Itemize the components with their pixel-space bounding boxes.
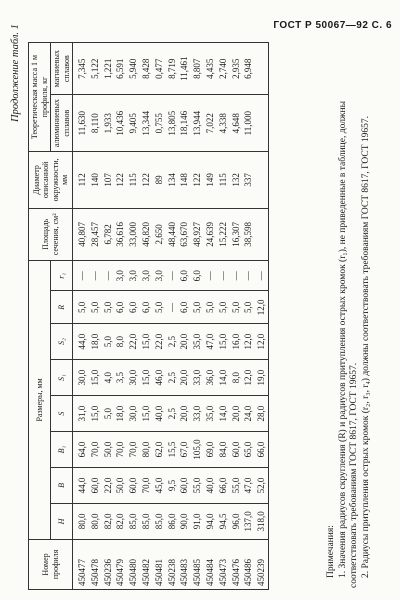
cell-b: 66,0 [217, 467, 230, 503]
cell-r1: 3,0 [153, 260, 166, 291]
cell-r: — [166, 291, 179, 324]
cell-b1: 80,0 [140, 432, 153, 468]
cell-s2: 20,0 [178, 324, 191, 360]
cell-d: 149 [204, 152, 217, 209]
cell-r1: 3,0 [114, 260, 127, 291]
cell-s: 33,0 [191, 396, 204, 432]
cell-r1: — [242, 260, 255, 291]
cell-al: 11,630 [73, 95, 89, 152]
cell-r: 5,0 [102, 291, 115, 324]
cell-mg: 8,719 [166, 43, 179, 95]
cell-h: 86,0 [166, 503, 179, 539]
cell-b1: 66,0 [255, 432, 268, 468]
cell-area: 28,457 [89, 208, 102, 260]
cell-s1: 12,0 [242, 360, 255, 396]
cell-s: 15,0 [89, 396, 102, 432]
cell-s2: 15,0 [140, 324, 153, 360]
cell-s1: 15,0 [89, 360, 102, 396]
cell-b: 60,0 [127, 467, 140, 503]
cell-h: 82,0 [114, 503, 127, 539]
cell-r1: — [73, 260, 89, 291]
cell-r: 5,0 [242, 291, 255, 324]
col-b-header: B [51, 467, 73, 503]
profiles-table [28, 42, 269, 590]
cell-s: 2,5 [166, 396, 179, 432]
cell-b: 55,0 [191, 467, 204, 503]
cell-s: 5,0 [102, 396, 115, 432]
cell-s: 31,0 [73, 396, 89, 432]
cell-s2: 8,0 [114, 324, 127, 360]
cell-mg: 5,940 [127, 43, 140, 95]
cell-d: 122 [191, 152, 204, 209]
cell-b: 44,0 [73, 467, 89, 503]
cell-mg: 1,221 [102, 43, 115, 95]
cell-r: 5,0 [89, 291, 102, 324]
cell-s2: 5,0 [102, 324, 115, 360]
table-row [127, 43, 140, 590]
cell-n: 450239 [255, 539, 268, 589]
cell-n: 450478 [89, 539, 102, 589]
cell-h: 85,0 [140, 503, 153, 539]
cell-b: 60,0 [89, 467, 102, 503]
cell-b: 45,0 [153, 467, 166, 503]
cell-n: 450481 [153, 539, 166, 589]
cell-r: 5,0 [191, 291, 204, 324]
table-row [89, 43, 102, 590]
cell-b1: 50,0 [102, 432, 115, 468]
cell-d: 107 [102, 152, 115, 209]
cell-al: 9,405 [127, 95, 140, 152]
cell-r: 6,0 [114, 291, 127, 324]
cell-mg: 6,948 [242, 43, 255, 95]
cell-r: 6,0 [127, 291, 140, 324]
cell-al: 10,436 [114, 95, 127, 152]
cell-s: 20,0 [230, 396, 243, 432]
page-header: ГОСТ Р 50067—92 С. 6 [273, 20, 392, 31]
cell-al: 7,022 [204, 95, 217, 152]
note-2: 2. Радиусы притупления острых кромок (r₂, r₃, r₄) должны соответствовать требованиям ГОСТ 8617, ГОСТ 19657. [360, 115, 371, 578]
cell-area: 38,598 [242, 208, 255, 260]
cell-b1: 70,0 [127, 432, 140, 468]
cell-area: 36,616 [114, 208, 127, 260]
cell-h: 91,0 [191, 503, 204, 539]
cell-al: 13,805 [166, 95, 179, 152]
cell-area: 48,440 [166, 208, 179, 260]
cell-h: 94,0 [204, 503, 217, 539]
cell-b1: 64,0 [73, 432, 89, 468]
col-mass-group-header: Теоретическая масса 1 м профиля, кг [29, 43, 51, 152]
cell-n: 450480 [127, 539, 140, 589]
cell-s1: 14,0 [217, 360, 230, 396]
note-1: 1. Значения радиусов скругления (R) и радиусов притупления острых кромок (r₁), не приведенные в таблице, должны соответствовать требованиям ГОСТ 8617, ГОСТ 19657. [337, 101, 359, 588]
col-h-header: H [51, 503, 73, 539]
cell-mg: 8,807 [191, 43, 204, 95]
cell-b: 50,0 [114, 467, 127, 503]
cell-r1: — [166, 260, 179, 291]
cell-r: 5,0 [217, 291, 230, 324]
cell-s2: 22,0 [127, 324, 140, 360]
cell-s2: 12,0 [255, 324, 268, 360]
cell-d: 148 [178, 152, 191, 209]
cell-r1: 6,0 [191, 260, 204, 291]
cell-d: 89 [153, 152, 166, 209]
cell-al: 13,344 [140, 95, 153, 152]
cell-d: 115 [127, 152, 140, 209]
table-row [73, 43, 89, 590]
cell-n: 450484 [204, 539, 217, 589]
cell-h: 82,0 [102, 503, 115, 539]
cell-s: 18,0 [114, 396, 127, 432]
cell-s: 35,0 [204, 396, 217, 432]
cell-n: 450473 [217, 539, 230, 589]
cell-r1: — [89, 260, 102, 291]
cell-r1: 3,0 [140, 260, 153, 291]
cell-n: 450236 [102, 539, 115, 589]
cell-s1: 30,0 [127, 360, 140, 396]
col-r1-header: r₁ [51, 260, 73, 291]
cell-b: 70,0 [140, 467, 153, 503]
cell-area: 33,000 [127, 208, 140, 260]
cell-s1: 3,5 [114, 360, 127, 396]
cell-h: 85,0 [127, 503, 140, 539]
col-mass-mg-header: магниевых сплавов [51, 43, 73, 95]
cell-h: 80,0 [89, 503, 102, 539]
notes-block [326, 40, 372, 588]
table-body [73, 43, 269, 590]
cell-b1: 15,5 [166, 432, 179, 468]
cell-b1: 65,0 [242, 432, 255, 468]
cell-d: 122 [114, 152, 127, 209]
cell-al: 4,648 [230, 95, 243, 152]
cell-al: 11,000 [242, 95, 255, 152]
cell-s1: 20,0 [178, 360, 191, 396]
cell-mg: 11,461 [178, 43, 191, 95]
cell-mg: 0,477 [153, 43, 166, 95]
cell-n: 450477 [73, 539, 89, 589]
cell-n: 450483 [178, 539, 191, 589]
cell-h: 318,0 [255, 503, 268, 539]
cell-r: 5,0 [204, 291, 217, 324]
cell-s: 14,0 [217, 396, 230, 432]
cell-s: 28,0 [255, 396, 268, 432]
col-profile-header: Номер профиля [29, 539, 73, 589]
cell-d: 337 [242, 152, 255, 209]
cell-r: 5,0 [153, 291, 166, 324]
cell-r: 6,0 [140, 291, 153, 324]
cell-s2: 12,0 [242, 324, 255, 360]
cell-b: 22,0 [102, 467, 115, 503]
notes-title: Примечания: [326, 525, 336, 578]
cell-s2: 44,0 [73, 324, 89, 360]
cell-d: 140 [89, 152, 102, 209]
cell-area: 63,670 [178, 208, 191, 260]
cell-s: 30,0 [127, 396, 140, 432]
col-s1-header: S₁ [51, 360, 73, 396]
cell-mg: 6,591 [114, 43, 127, 95]
col-diameter-header: Диаметр описанной окружности, мм [29, 152, 73, 209]
cell-area [255, 208, 268, 260]
cell-h: 85,0 [153, 503, 166, 539]
table-row [114, 43, 127, 590]
cell-d: 134 [166, 152, 179, 209]
cell-s: 40,0 [153, 396, 166, 432]
cell-s2: 22,0 [153, 324, 166, 360]
cell-r: 5,0 [230, 291, 243, 324]
col-b1-header: B₁ [51, 432, 73, 468]
cell-n: 450482 [140, 539, 153, 589]
col-s-header: S [51, 396, 73, 432]
cell-b: 52,0 [255, 467, 268, 503]
cell-al: 4,338 [217, 95, 230, 152]
cell-area: 2,650 [153, 208, 166, 260]
cell-s1: 33,0 [191, 360, 204, 396]
cell-n: 450476 [230, 539, 243, 589]
table-row [191, 43, 204, 590]
cell-b1: 69,0 [204, 432, 217, 468]
table-row [153, 43, 166, 590]
cell-area: 48,927 [191, 208, 204, 260]
cell-al: 8,110 [89, 95, 102, 152]
cell-n: 450486 [242, 539, 255, 589]
cell-al: 13,944 [191, 95, 204, 152]
cell-b1: 70,0 [89, 432, 102, 468]
cell-r1: 3,0 [127, 260, 140, 291]
cell-r1: 6,0 [178, 260, 191, 291]
table-continuation-label: Продолжение табл. 1 [10, 24, 21, 122]
cell-h: 94,5 [217, 503, 230, 539]
cell-s1: 36,0 [204, 360, 217, 396]
cell-s: 20,0 [178, 396, 191, 432]
cell-r: 5,0 [73, 291, 89, 324]
cell-mg: 4,435 [204, 43, 217, 95]
cell-r1: — [230, 260, 243, 291]
cell-n: 450479 [114, 539, 127, 589]
cell-s1: 46,0 [153, 360, 166, 396]
cell-s2: 16,0 [230, 324, 243, 360]
cell-area: 15,222 [217, 208, 230, 260]
cell-s1: 19,0 [255, 360, 268, 396]
cell-b1: 67,0 [178, 432, 191, 468]
cell-s2: 2,5 [166, 324, 179, 360]
cell-b: 55,0 [230, 467, 243, 503]
table-row [242, 43, 255, 590]
cell-al [255, 95, 268, 152]
cell-n: 450238 [166, 539, 179, 589]
cell-b1: 105,0 [191, 432, 204, 468]
cell-area: 24,639 [204, 208, 217, 260]
table-row [217, 43, 230, 590]
table-row [166, 43, 179, 590]
cell-r1: — [217, 260, 230, 291]
cell-mg [255, 43, 268, 95]
table-row [178, 43, 191, 590]
col-sizes-group-header: Размеры, мм [29, 260, 51, 539]
cell-h: 90,0 [178, 503, 191, 539]
table-row [255, 43, 268, 590]
cell-r1: — [204, 260, 217, 291]
cell-r1: — [102, 260, 115, 291]
cell-h: 96,0 [230, 503, 243, 539]
cell-area: 6,782 [102, 208, 115, 260]
cell-b: 40,0 [204, 467, 217, 503]
cell-s: 15,0 [140, 396, 153, 432]
cell-al: 0,755 [153, 95, 166, 152]
cell-area: 16,307 [230, 208, 243, 260]
cell-s2: 35,0 [191, 324, 204, 360]
cell-s1: 8,0 [230, 360, 243, 396]
cell-r1: — [255, 260, 268, 291]
cell-area: 40,807 [73, 208, 89, 260]
cell-d: 122 [140, 152, 153, 209]
cell-s2: 47,0 [204, 324, 217, 360]
cell-b: 47,0 [242, 467, 255, 503]
table-row [140, 43, 153, 590]
cell-r: 12,0 [255, 291, 268, 324]
cell-s1: 2,5 [166, 360, 179, 396]
cell-b: 60,0 [178, 467, 191, 503]
cell-s2: 15,0 [217, 324, 230, 360]
cell-mg: 2,740 [217, 43, 230, 95]
cell-d: 115 [217, 152, 230, 209]
cell-s2: 18,0 [89, 324, 102, 360]
table-row [230, 43, 243, 590]
cell-b1: 62,0 [153, 432, 166, 468]
cell-mg: 8,428 [140, 43, 153, 95]
cell-b: 9,5 [166, 467, 179, 503]
cell-al: 18,146 [178, 95, 191, 152]
cell-s1: 30,0 [73, 360, 89, 396]
cell-r: 6,0 [178, 291, 191, 324]
cell-b1: 70,0 [114, 432, 127, 468]
cell-n: 450485 [191, 539, 204, 589]
table-row [102, 43, 115, 590]
table-row [204, 43, 217, 590]
cell-h: 137,0 [242, 503, 255, 539]
cell-al: 1,933 [102, 95, 115, 152]
col-r-header: R [51, 291, 73, 324]
cell-s1: 15,0 [140, 360, 153, 396]
cell-s: 24,0 [242, 396, 255, 432]
cell-d: 112 [73, 152, 89, 209]
cell-mg: 7,345 [73, 43, 89, 95]
cell-mg: 2,935 [230, 43, 243, 95]
col-s2-header: S₂ [51, 324, 73, 360]
cell-b1: 60,0 [230, 432, 243, 468]
col-mass-al-header: алюминиевых сплавов [51, 95, 73, 152]
cell-d: 132 [230, 152, 243, 209]
cell-b1: 84,0 [217, 432, 230, 468]
cell-d [255, 152, 268, 209]
cell-h: 80,0 [73, 503, 89, 539]
cell-mg: 5,122 [89, 43, 102, 95]
cell-area: 46,820 [140, 208, 153, 260]
cell-s1: 4,0 [102, 360, 115, 396]
col-area-header: Площадь сечения, см² [29, 208, 73, 260]
